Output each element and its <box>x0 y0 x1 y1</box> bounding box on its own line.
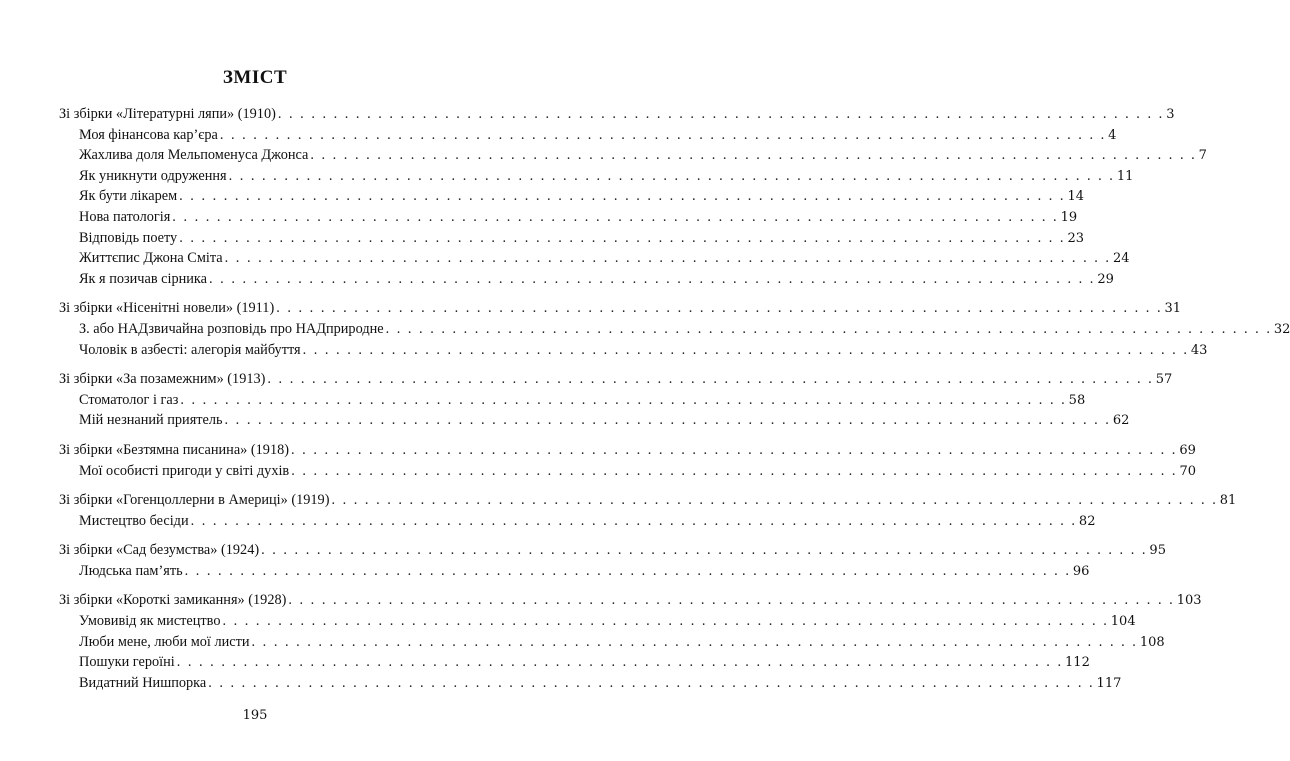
toc-entry-page: 62 <box>1112 413 1130 429</box>
toc-entry-page: 24 <box>1112 251 1130 267</box>
toc-entry <box>59 561 1090 582</box>
toc-entry <box>59 269 1114 290</box>
toc-entry-title: Моя фінансова кар’єра <box>79 126 218 143</box>
toc-section-heading <box>59 369 1173 390</box>
dot-leader <box>191 511 1077 532</box>
dot-leader <box>267 369 1153 390</box>
toc-entry-page: 96 <box>1072 563 1090 579</box>
toc-section <box>59 540 1166 581</box>
toc-entry-page: 108 <box>1139 634 1165 650</box>
toc-section-heading <box>59 104 1175 125</box>
toc-entry-title: Люби мене, люби мої листи <box>79 633 250 650</box>
toc-section-heading-page: 81 <box>1219 493 1237 509</box>
toc-section-heading-page: 103 <box>1176 593 1202 609</box>
toc-entry-title: З. або НАДзвичайна розповідь про НАДприродне <box>79 320 384 337</box>
toc-section <box>59 590 1202 693</box>
toc-section-heading <box>59 440 1196 461</box>
toc-entry-page: 19 <box>1060 209 1078 225</box>
dot-leader <box>386 319 1272 340</box>
toc-entry-title: Видатний Нишпорка <box>79 674 207 691</box>
toc-entry <box>59 340 1208 361</box>
toc-entry-page: 11 <box>1116 168 1134 184</box>
toc-section <box>59 369 1173 431</box>
dot-leader <box>172 207 1058 228</box>
toc-entry <box>59 410 1130 431</box>
dot-leader <box>225 248 1111 269</box>
toc-section-heading-page: 57 <box>1155 372 1173 388</box>
toc-entry-page: 32 <box>1273 321 1290 337</box>
dot-leader <box>252 632 1138 653</box>
toc-section-heading-title: Зі збірки «Літературні ляпи» (1910) <box>59 106 276 122</box>
page-title: ЗМІСТ <box>222 67 288 88</box>
dot-leader <box>331 490 1217 511</box>
dot-leader <box>185 561 1071 582</box>
dot-leader <box>288 590 1174 611</box>
toc-entry-page: 58 <box>1068 392 1086 408</box>
toc-section-heading-title: Зі збірки «Гогенцоллерни в Америці» (1919) <box>59 492 330 509</box>
toc-entry <box>59 248 1130 269</box>
toc-entry-title: Чоловік в азбесті: алегорія майбуття <box>79 341 301 358</box>
toc-entry-title: Жахлива доля Мельпоменуса Джонса <box>79 147 309 164</box>
toc-entry-page: 112 <box>1065 655 1090 671</box>
toc-entry-page: 43 <box>1190 342 1208 358</box>
toc-entry-title: Пошуки героїні <box>79 654 175 671</box>
toc-entry <box>59 611 1136 632</box>
toc-section <box>59 298 1290 360</box>
table-of-contents <box>59 104 1290 702</box>
toc-entry-page: 4 <box>1108 127 1117 143</box>
toc-entry-page: 29 <box>1097 271 1114 287</box>
toc-entry <box>59 461 1197 482</box>
dot-leader <box>220 125 1106 146</box>
toc-entry-title: Умовивід як мистецтво <box>79 613 221 630</box>
toc-section <box>59 490 1237 531</box>
toc-entry <box>59 228 1085 249</box>
dot-leader <box>179 186 1065 207</box>
toc-entry <box>59 319 1290 340</box>
toc-entry <box>59 145 1207 166</box>
dot-leader <box>225 410 1111 431</box>
toc-section-heading-title: Зі збірки «Короткі замикання» (1928) <box>59 592 287 609</box>
toc-section-heading <box>59 298 1182 319</box>
toc-entry-title: Як я позичав сірника <box>79 270 208 287</box>
toc-section-heading-page: 3 <box>1166 107 1175 122</box>
toc-entry <box>59 166 1134 187</box>
toc-entry <box>59 207 1078 228</box>
toc-section-heading-page: 95 <box>1149 543 1166 559</box>
toc-entry-title: Стоматолог і газ <box>79 391 179 408</box>
toc-section <box>59 440 1197 481</box>
dot-leader <box>303 340 1189 361</box>
dot-leader <box>209 269 1095 290</box>
toc-section-heading-title: Зі збірки «Безтямна писанина» (1918) <box>59 441 290 458</box>
toc-entry-page: 7 <box>1198 148 1207 164</box>
toc-section-heading-page: 69 <box>1179 442 1196 458</box>
toc-entry <box>59 511 1096 532</box>
toc-entry-title: Як уникнути одруження <box>79 167 227 184</box>
toc-entry <box>59 125 1117 146</box>
toc-section-heading <box>59 590 1202 611</box>
toc-entry <box>59 390 1086 411</box>
toc-entry-title: Мої особисті пригоди у світі духів <box>79 462 290 479</box>
toc-entry-page: 82 <box>1078 513 1096 529</box>
dot-leader <box>276 298 1162 319</box>
toc-entry-page: 23 <box>1067 230 1085 246</box>
dot-leader <box>229 166 1115 187</box>
dot-leader <box>179 228 1065 249</box>
toc-entry <box>59 632 1165 653</box>
toc-entry <box>59 673 1122 694</box>
toc-entry-page: 70 <box>1179 463 1197 479</box>
toc-entry-title: Відповідь поету <box>79 229 178 246</box>
dot-leader <box>278 104 1164 125</box>
toc-entry-title: Мистецтво бесіди <box>79 512 189 529</box>
toc-section-heading-title: Зі збірки «Сад безумства» (1924) <box>59 542 260 559</box>
toc-section-heading <box>59 490 1237 511</box>
page-number: 195 <box>242 708 268 723</box>
toc-entry-title: Життєпис Джона Сміта <box>79 250 223 267</box>
toc-section-heading-title: Зі збірки «За позамежним» (1913) <box>59 371 266 388</box>
toc-entry-page: 14 <box>1067 189 1084 205</box>
dot-leader <box>261 540 1147 561</box>
dot-leader <box>180 390 1066 411</box>
dot-leader <box>208 673 1094 694</box>
toc-entry-title: Нова патологія <box>79 208 171 225</box>
toc-entry <box>59 186 1084 207</box>
toc-entry-page: 104 <box>1110 614 1136 630</box>
dot-leader <box>222 611 1108 632</box>
dot-leader <box>177 652 1063 673</box>
toc-section-heading-page: 31 <box>1164 301 1182 317</box>
dot-leader <box>291 440 1177 461</box>
toc-section-heading <box>59 540 1166 561</box>
toc-entry-title: Мій незнаний приятель <box>79 412 223 429</box>
toc-entry-title: Як бути лікарем <box>79 188 178 205</box>
toc-section <box>59 104 1207 289</box>
dot-leader <box>291 461 1177 482</box>
toc-section-heading-title: Зі збірки «Нісенітні новели» (1911) <box>59 300 275 317</box>
toc-entry <box>59 652 1090 673</box>
toc-entry-title: Людська пам’ять <box>79 562 183 579</box>
toc-entry-page: 117 <box>1096 675 1122 691</box>
dot-leader <box>310 145 1196 166</box>
